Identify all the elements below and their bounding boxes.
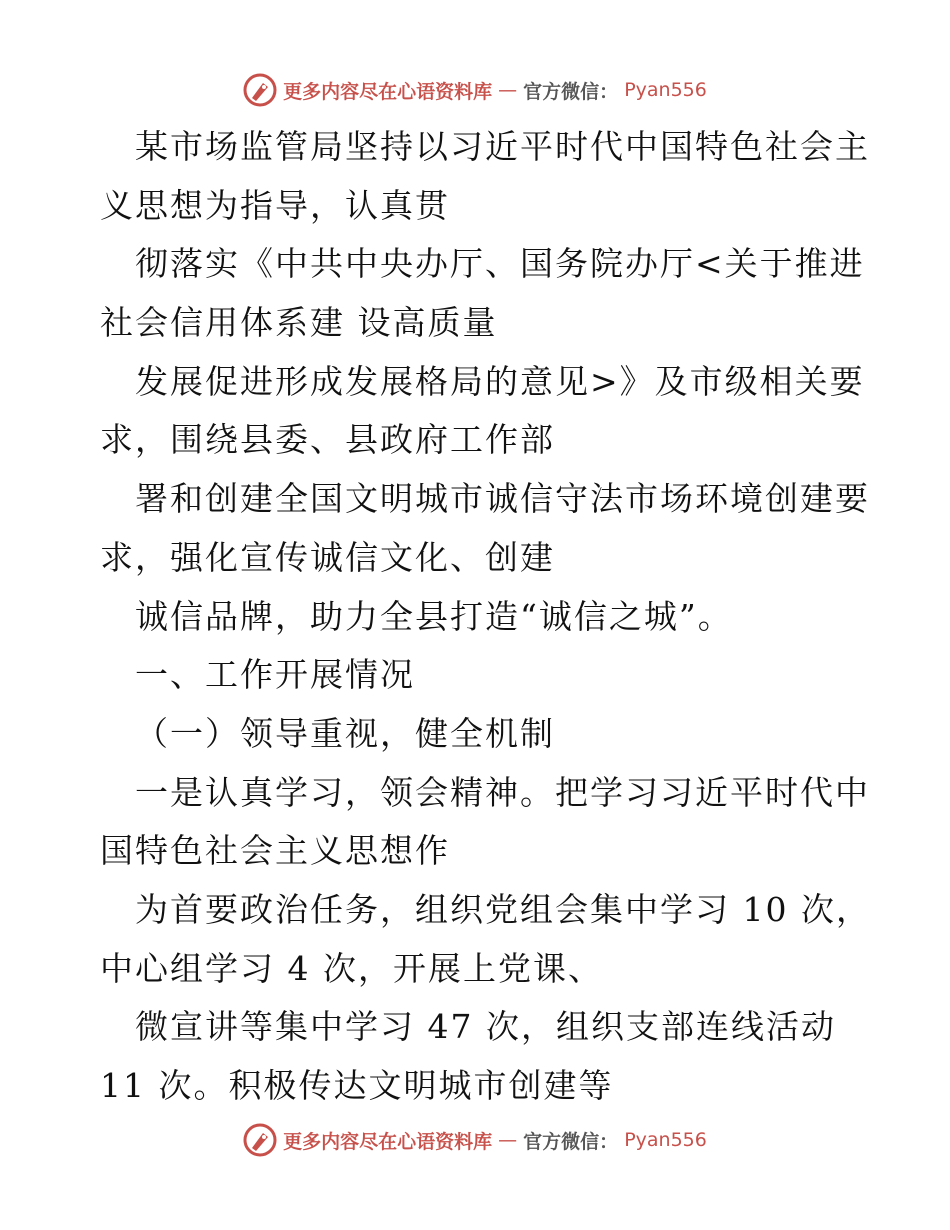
watermark-account: Pyan556 <box>624 1129 707 1151</box>
body-line: 诚信品牌，助力全县打造“诚信之城”。 <box>135 596 733 636</box>
body-line: 署和创建全国文明城市诚信守法市场环境创建要 <box>135 479 870 519</box>
watermark-official-label: 官方微信： <box>523 80 619 103</box>
pen-nib-logo-icon <box>243 1123 277 1157</box>
body-line: 求，强化宣传诚信文化、创建 <box>100 537 555 577</box>
watermark-brand: 更多内容尽在心语资料库 <box>283 1130 493 1153</box>
body-line: 微宣讲等集中学习 47 次，组织支部连线活动 <box>135 1007 836 1047</box>
body-line: 求，围绕县委、县政府工作部 <box>100 420 555 460</box>
pen-nib-logo-icon <box>243 73 277 107</box>
section-heading: 一、工作开展情况 <box>135 655 415 695</box>
watermark-account: Pyan556 <box>624 79 707 101</box>
body-line: 某市场监管局坚持以习近平时代中国特色社会主 <box>135 127 870 166</box>
body-line: 为首要政治任务，组织党组会集中学习 10 次， <box>135 889 871 929</box>
body-line: 义思想为指导，认真贯 <box>100 185 450 225</box>
watermark-brand: 更多内容尽在心语资料库 <box>283 80 493 103</box>
watermark-separator: — <box>498 1129 518 1151</box>
watermark-separator: — <box>498 79 518 101</box>
body-line: 发展促进形成发展格局的意见>》及市级相关要 <box>135 361 865 401</box>
watermark-footer <box>0 1120 950 1160</box>
watermark-header <box>0 70 950 110</box>
document-body <box>100 118 870 1116</box>
body-line: 一是认真学习，领会精神。把学习习近平时代中 <box>135 772 870 812</box>
body-line: 社会信用体系建 设高质量 <box>100 303 498 343</box>
body-line: 中心组学习 4 次，开展上党课、 <box>100 948 603 988</box>
body-line: 彻落实《中共中央办厅、国务院办厅<关于推进 <box>135 244 865 284</box>
subsection-heading: （一）领导重视，健全机制 <box>135 713 555 753</box>
body-line: 国特色社会主义思想作 <box>100 831 450 871</box>
body-line: 11 次。积极传达文明城市创建等 <box>100 1066 614 1105</box>
watermark-official-label: 官方微信： <box>523 1130 619 1153</box>
